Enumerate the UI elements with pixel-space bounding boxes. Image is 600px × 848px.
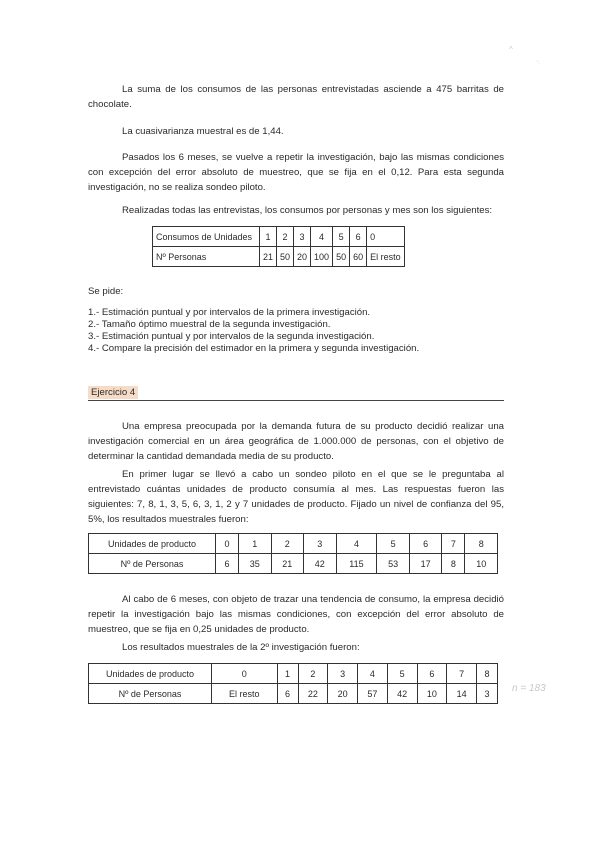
table-cell: 21	[260, 247, 277, 267]
paragraph-pilot-survey: En primer lugar se llevó a cabo un sondeo piloto en el que se le preguntaba al entrevistado cuántas unidades de producto consumía al mes. Las respuestas fueron las siguientes: 7, 8, 1, 3, 5, 6, 3, 1, 2 y 7 unidades de producto. Fijado un nivel de confianza del 95, 5%, los resultados muestrales fueron:	[88, 469, 504, 525]
table-cell: 60	[350, 247, 367, 267]
table-cell: El resto	[367, 247, 405, 267]
table-cell: 42	[304, 554, 337, 574]
table-cell: 35	[238, 554, 271, 574]
table-cell: Consumos de Unidades	[153, 227, 260, 247]
table-cell: 3	[304, 534, 337, 554]
first-results-table	[88, 533, 498, 574]
table-cell: 6	[216, 554, 239, 574]
scan-speck: ^	[509, 45, 513, 54]
table-cell: 115	[336, 554, 377, 574]
table-cell: 7	[442, 534, 465, 554]
table-cell: 8	[476, 664, 497, 684]
table-row	[153, 227, 405, 247]
paragraph-six-months: Al cabo de 6 meses, con objeto de trazar una tendencia de consumo, la empresa decidió repetir la investigación bajo las mismas condiciones, con excepción del error absoluto de muestreo, que se fija en 0,25 unidades de producto.	[88, 594, 504, 635]
table-row	[89, 684, 498, 704]
paragraph-interview-results: Realizadas todas las entrevistas, los consumos por personas y mes son los siguientes:	[122, 205, 493, 216]
asks-title: Se pide:	[88, 286, 124, 297]
table-cell: 2	[277, 227, 294, 247]
consumption-table	[152, 226, 405, 267]
table-row	[89, 664, 498, 684]
table-cell: Nº de Personas	[89, 684, 212, 704]
list-item: 2.- Tamaño óptimo muestral de la segunda investigación.	[88, 319, 331, 330]
heading-divider	[88, 400, 504, 401]
table-cell: 4	[311, 227, 333, 247]
list-item: 1.- Estimación puntual y por intervalos de la primera investigación.	[88, 307, 371, 318]
table-cell: 0	[216, 534, 239, 554]
table-cell: 5	[387, 664, 417, 684]
table-cell: 4	[336, 534, 377, 554]
table-cell: 6	[277, 684, 298, 704]
table-cell: 50	[277, 247, 294, 267]
table-cell: 100	[311, 247, 333, 267]
table-cell: 10	[465, 554, 498, 574]
table-cell: 17	[409, 554, 442, 574]
paragraph-repeat-investigation: Pasados los 6 meses, se vuelve a repetir la investigación, bajo las mismas condiciones con excepción del error absoluto de muestreo, que se fija en el 0,12. Para esta segunda investigación, no se realiza sondeo piloto.	[88, 152, 504, 193]
table-cell: 0	[212, 664, 278, 684]
table-cell: Nº Personas	[153, 247, 260, 267]
table-cell: 53	[377, 554, 410, 574]
table-cell: 6	[409, 534, 442, 554]
scan-speck: '·	[537, 61, 541, 67]
paragraph-chocolate-sum: La suma de los consumos de las personas entrevistadas asciende a 475 barritas de chocolate.	[88, 84, 504, 110]
second-results-table	[88, 663, 498, 704]
table-cell: El resto	[212, 684, 278, 704]
table-cell: 14	[447, 684, 477, 704]
table-cell: 57	[358, 684, 388, 704]
table-cell: 8	[442, 554, 465, 574]
table-cell: 6	[350, 227, 367, 247]
table-cell: 4	[358, 664, 388, 684]
table-cell: 1	[238, 534, 271, 554]
table-row	[89, 554, 498, 574]
table-cell: 1	[277, 664, 298, 684]
exercise-4-heading: Ejercicio 4	[88, 386, 138, 399]
table-cell: 10	[417, 684, 447, 704]
table-cell: 8	[465, 534, 498, 554]
table-row	[153, 247, 405, 267]
table-cell: 20	[328, 684, 358, 704]
asks-list	[88, 307, 419, 355]
table-cell: 6	[417, 664, 447, 684]
table-cell: 20	[294, 247, 311, 267]
table-cell: Unidades de producto	[89, 664, 212, 684]
table-cell: 3	[328, 664, 358, 684]
paragraph-second-results: Los resultados muestrales de la 2º investigación fueron:	[122, 642, 360, 653]
table-cell: 2	[298, 664, 328, 684]
table-cell: 21	[271, 554, 304, 574]
table-cell: 5	[377, 534, 410, 554]
table-row	[89, 534, 498, 554]
handwritten-margin-note: n = 183	[512, 683, 546, 694]
table-cell: 42	[387, 684, 417, 704]
table-cell: 1	[260, 227, 277, 247]
paragraph-company-intro: Una empresa preocupada por la demanda futura de su producto decidió realizar una investigación comercial en un área geográfica de 1.000.000 de personas, con el objetivo de determinar la cantidad demandada media de su producto.	[88, 421, 504, 462]
table-cell: 2	[271, 534, 304, 554]
table-cell: 5	[333, 227, 350, 247]
table-cell: Nº de Personas	[89, 554, 216, 574]
table-cell: 50	[333, 247, 350, 267]
table-cell: 7	[447, 664, 477, 684]
list-item: 3.- Estimación puntual y por intervalos de la segunda investigación.	[88, 331, 375, 342]
table-cell: 3	[476, 684, 497, 704]
table-cell: 22	[298, 684, 328, 704]
table-cell: Unidades de producto	[89, 534, 216, 554]
table-cell: 0	[367, 227, 405, 247]
paragraph-quasivariance: La cuasivarianza muestral es de 1,44.	[122, 126, 284, 137]
list-item: 4.- Compare la precisión del estimador en la primera y segunda investigación.	[88, 343, 420, 354]
table-cell: 3	[294, 227, 311, 247]
